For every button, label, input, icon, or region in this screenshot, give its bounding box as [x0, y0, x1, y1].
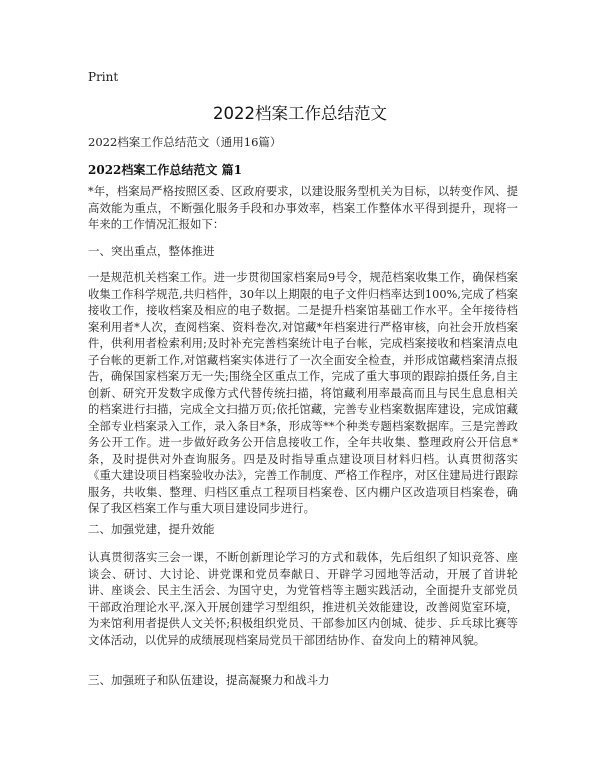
- heading-party-building: 二、加强党建，提升效能: [88, 522, 215, 536]
- heading-focus: 一、突出重点，整体推进: [88, 244, 215, 258]
- page-title: 2022档案工作总结范文: [213, 104, 387, 123]
- section-heading: 2022档案工作总结范文 篇1: [88, 163, 242, 177]
- document-subtitle: 2022档案工作总结范文（通用16篇）: [88, 135, 282, 149]
- print-label: Print: [88, 70, 119, 84]
- intro-paragraph: *年，档案局严格按照区委、区政府要求，以建设服务型机关为目标，以转变作风、提高效能为重点，不断强化服务手段和办事效率，档案工作整体水平得到提升，现将一年来的工作情况汇报如下：: [88, 185, 518, 231]
- heading-team-building: 三、加强班子和队伍建设，提高凝聚力和战斗力: [88, 673, 330, 687]
- paragraph-focus: 一是规范机关档案工作。进一步贯彻国家档案局9号令，规范档案收集工作，确保档案收集工作科学规范,共归档件，30年以上期限的电子文件归档率达到100%,完成了档案接收工作，接收档案及相应的电子数据。二是提升档案馆基础工作水平。全年接待档案利用者*人次，查阅档案、资料卷次,对馆藏*年档案进行严格审核，向社会开放档案件，供利用者检索利用;及时补充完善档案统计电子台帐，完成档案接收和档案清点电子台帐的更新工作,对馆藏档案实体进行了一次全面安全检查，并形成馆藏档案清点报告，确保国家档案万无一失;围绕全区重点工作，完成了重大事项的跟踪拍摄任务,自主创新、研究开发数字成像方式代替传统扫描，将馆藏利用率最高而且与民生息息相关的档案进行扫描，完成全文扫描万页;依托馆藏，完善专业档案数据库建设，完成馆藏全部专业档案录入工作，录入条目*条，形成等**个种类专题档案数据库。三是完善政务公开工作。进一步做好政务公开信息接收工作，全年共收集、整理政府公开信息*条，及时提供对外查询服务。四是及时指导重点建设项目材料归档。认真贯彻落实《重大建设项目档案验收办法》，完善工作制度、严格工作程序，对区住建局进行跟踪服务，共收集、整理、归档区重点工程项目档案卷、区内棚户区改造项目档案卷，确保了我区档案工作与重大项目建设同步进行。: [88, 271, 518, 515]
- paragraph-party-building: 认真贯彻落实三会一课，不断创新理论学习的方式和载体，先后组织了知识竞答、座谈会、研讨、大讨论、讲党课和党员奉献日、开辟学习园地等活动，开展了首讲轮讲、座谈会、民主生活会、为国守史，为党管档等主题实践活动，全面提升支部党员干部政治理论水平,深入开展创建学习型组织，推进机关效能建设，改善阅览室环境，为来馆利用者提供人文关怀;积极组织党员、干部参加区内创城、徒步、乒乓球比赛等文体活动，以优异的成绩展现档案局党员干部团结协作、奋发向上的精神风貌。: [88, 551, 518, 647]
